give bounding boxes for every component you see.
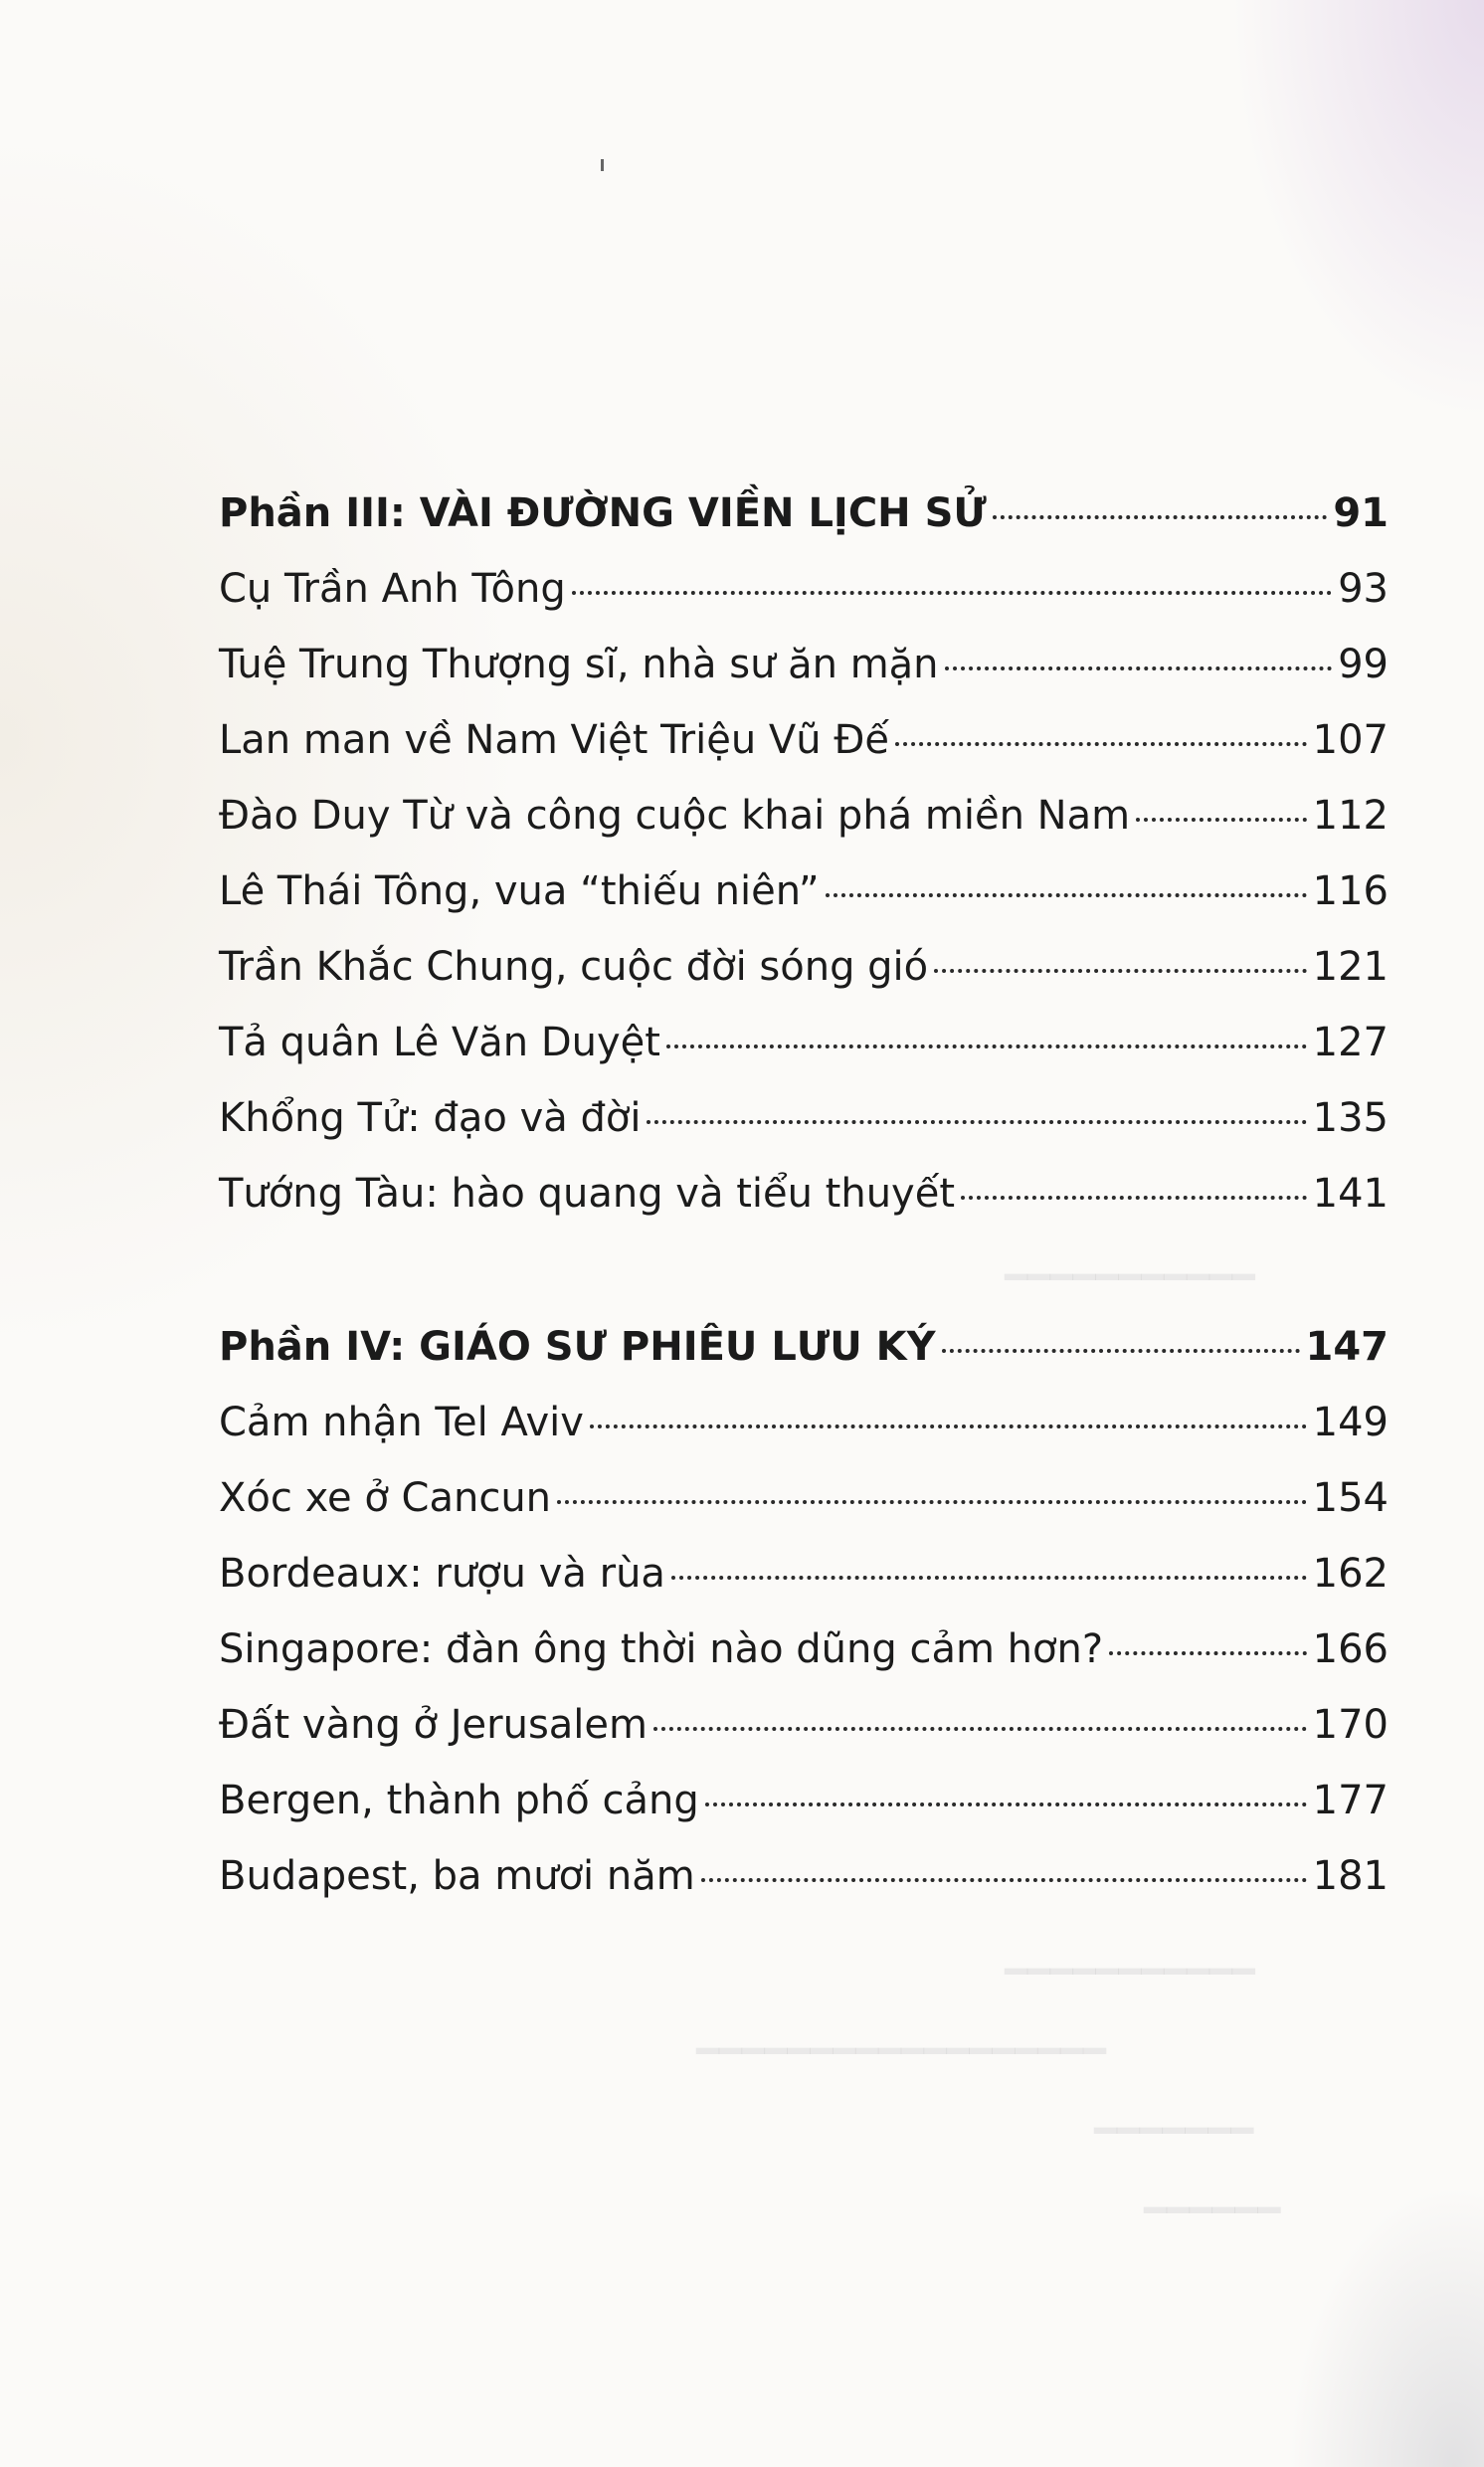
toc-heading-part-3[interactable] [219,475,1389,551]
toc-entry[interactable] [219,1156,1389,1232]
toc-entry[interactable] [219,1005,1389,1080]
toc-entry-page: 116 [1312,868,1389,914]
print-mark [601,159,604,171]
toc-heading-title: Phần IV: GIÁO SƯ PHIÊU LƯU KÝ [219,1324,936,1370]
dot-leader [666,1044,1307,1048]
toc-entry-title: Lê Thái Tông, vua “thiếu niên” [219,868,820,914]
toc-entry-title: Cụ Trần Anh Tông [219,566,566,612]
toc-entry-page: 154 [1312,1475,1389,1521]
toc-entry-title: Singapore: đàn ông thời nào dũng cảm hơn? [219,1626,1104,1672]
toc-entry-page: 170 [1312,1702,1389,1748]
dot-leader [961,1196,1307,1200]
dot-leader [934,969,1306,973]
toc-entry[interactable] [219,627,1389,702]
toc-entry-title: Tả quân Lê Văn Duyệt [219,1020,660,1065]
toc-entry-title: Tướng Tàu: hào quang và tiểu thuyết [219,1171,956,1217]
toc-entry[interactable] [219,702,1389,778]
toc-heading-title: Phần III: VÀI ĐƯỜNG VIỀN LỊCH SỬ [219,490,987,536]
bleed-through-text: ━━━━━━━━━━━ [1005,1255,1255,1299]
toc-entry-title: Budapest, ba mươi năm [219,1853,695,1899]
toc-entry-title: Trần Khắc Chung, cuộc đời sóng gió [219,944,929,990]
toc-entry-page: 99 [1338,642,1389,687]
dot-leader [942,1349,1300,1353]
toc-entry-page: 107 [1312,717,1389,763]
dot-leader [705,1803,1307,1806]
toc-heading-page: 147 [1305,1324,1389,1370]
toc-entry[interactable] [219,1612,1389,1687]
dot-leader [647,1120,1306,1124]
toc-entry[interactable] [219,1838,1389,1914]
toc-entry-title: Cảm nhận Tel Aviv [219,1400,584,1445]
toc-entry-title: Khổng Tử: đạo và đời [219,1095,642,1141]
toc-entry-title: Đào Duy Từ và công cuộc khai phá miền Nam [219,793,1131,839]
toc-entry-page: 112 [1312,793,1389,839]
bleed-through-text: ━━━━━━ [1144,2188,1281,2232]
dot-leader [945,666,1333,670]
bleed-through-text: ━━━━━━━━━━━━━━━━━━ [696,2029,1106,2073]
dot-leader [557,1500,1307,1504]
toc-section-part-3 [219,475,1389,1232]
toc-entry-page: 181 [1312,1853,1389,1899]
dot-leader [572,591,1332,595]
dot-leader [701,1878,1307,1882]
toc-heading-page: 91 [1333,490,1389,536]
dot-leader [671,1576,1307,1580]
toc-entry-page: 135 [1312,1095,1389,1141]
toc-entry[interactable] [219,1763,1389,1838]
toc-entry-page: 93 [1338,566,1389,612]
toc-entry-page: 177 [1312,1778,1389,1823]
toc-entry[interactable] [219,551,1389,627]
toc-entry-title: Xóc xe ở Cancun [219,1475,552,1521]
dot-leader [653,1727,1307,1731]
dot-leader [993,515,1328,519]
toc-entry[interactable] [219,778,1389,854]
toc-heading-part-4[interactable] [219,1309,1389,1385]
bleed-through-text: ━━━━━━━ [1094,2109,1254,2153]
dot-leader [1109,1651,1307,1655]
toc-entry-page: 127 [1312,1020,1389,1065]
bleed-through-text: ━━━━━━━━━━━ [1005,1950,1255,1993]
toc-entry[interactable] [219,1385,1389,1460]
toc-entry-title: Bergen, thành phố cảng [219,1778,699,1823]
toc-entry-page: 121 [1312,944,1389,990]
toc-entry-title: Lan man về Nam Việt Triệu Vũ Đế [219,717,889,763]
dot-leader [590,1424,1307,1428]
dot-leader [1136,818,1307,822]
toc-entry[interactable] [219,1460,1389,1536]
toc-entry-page: 149 [1312,1400,1389,1445]
toc-entry[interactable] [219,854,1389,929]
toc-entry-title: Bordeaux: rượu và rùa [219,1551,665,1597]
dot-leader [826,893,1307,897]
toc-entry[interactable] [219,1687,1389,1763]
dot-leader [895,742,1307,746]
toc-entry-page: 162 [1312,1551,1389,1597]
toc-entry-title: Tuệ Trung Thượng sĩ, nhà sư ăn mặn [219,642,939,687]
toc-entry-title: Đất vàng ở Jerusalem [219,1702,648,1748]
toc-section-part-4 [219,1309,1389,1914]
toc-entry[interactable] [219,1080,1389,1156]
toc-entry-page: 141 [1312,1171,1389,1217]
toc-entry-page: 166 [1312,1626,1389,1672]
toc-entry[interactable] [219,929,1389,1005]
table-of-contents [219,475,1389,1914]
toc-entry[interactable] [219,1536,1389,1612]
